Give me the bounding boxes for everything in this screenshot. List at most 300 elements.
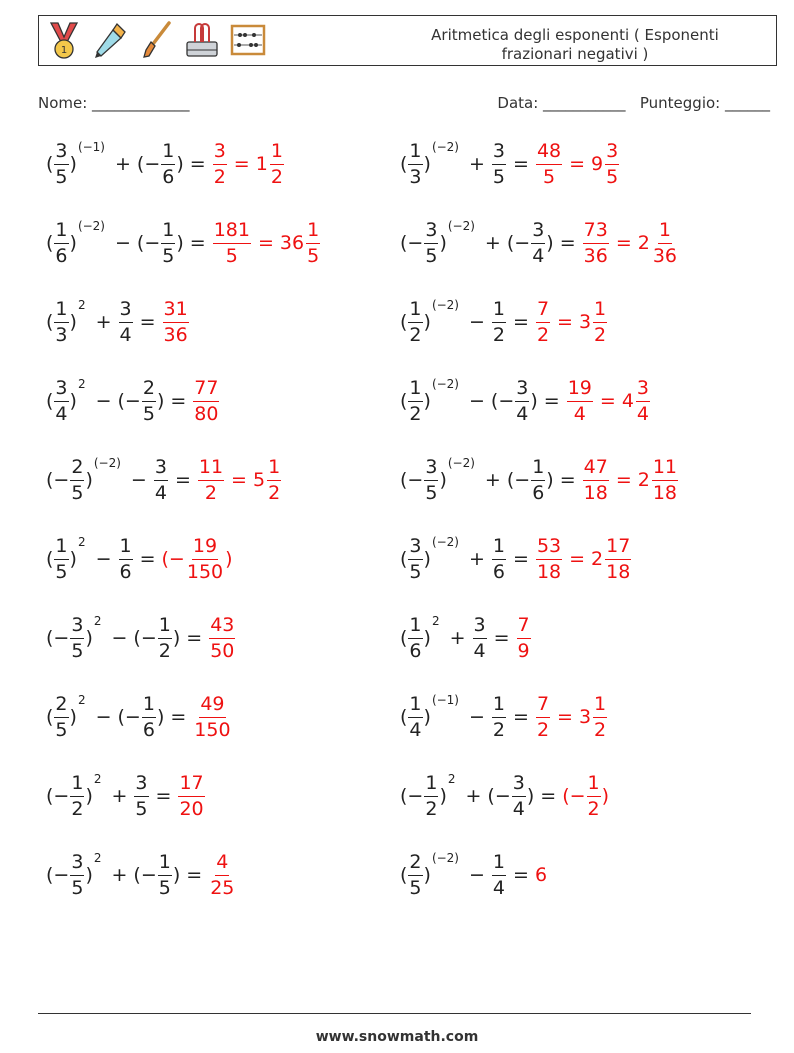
numerator: 3 bbox=[134, 774, 148, 797]
denominator: 18 bbox=[583, 481, 608, 504]
denominator: 2 bbox=[536, 718, 550, 741]
exponent: (−2) bbox=[431, 535, 459, 549]
numerator: 1 bbox=[158, 853, 172, 876]
answer bbox=[212, 139, 285, 188]
denominator: 50 bbox=[210, 639, 235, 662]
numerator: 31 bbox=[163, 300, 189, 323]
exponent: 2 bbox=[93, 614, 102, 628]
operator: − bbox=[469, 864, 485, 886]
fraction bbox=[213, 218, 251, 267]
problem-item bbox=[400, 444, 679, 516]
exponent: (−2) bbox=[431, 298, 459, 312]
exponent: 2 bbox=[77, 693, 86, 707]
worksheet-title: Aritmetica degli esponenti ( Esponenti frazionari negativi ) bbox=[431, 26, 719, 63]
paren: ( bbox=[400, 153, 408, 175]
denominator: 5 bbox=[425, 481, 438, 504]
fraction bbox=[161, 218, 175, 267]
numerator: 1 bbox=[270, 142, 284, 165]
equals-sign: = bbox=[139, 548, 156, 570]
numerator: 3 bbox=[473, 616, 487, 639]
paren: ) bbox=[85, 469, 93, 491]
operator: − bbox=[115, 232, 131, 254]
numerator: 1 bbox=[158, 616, 172, 639]
exponent: (−2) bbox=[447, 219, 475, 233]
problem-item bbox=[46, 128, 285, 200]
numerator: 1 bbox=[658, 221, 672, 244]
fraction bbox=[408, 692, 422, 741]
operator: + bbox=[469, 153, 485, 175]
numerator: 1 bbox=[54, 221, 68, 244]
operator: = bbox=[233, 153, 250, 175]
paren: ) bbox=[546, 232, 554, 254]
paren: ) bbox=[69, 311, 77, 333]
whole-number: 2 bbox=[591, 548, 604, 570]
operator: + bbox=[111, 785, 128, 807]
paren: ) bbox=[176, 232, 184, 254]
paren: (− bbox=[136, 232, 161, 254]
fraction bbox=[587, 771, 601, 820]
problem-item bbox=[46, 760, 206, 832]
denominator: 6 bbox=[119, 560, 132, 583]
fraction bbox=[142, 376, 156, 425]
fraction bbox=[492, 534, 506, 583]
denominator: 4 bbox=[492, 876, 506, 899]
paren: (− bbox=[161, 548, 185, 570]
date-score-labels bbox=[497, 94, 770, 112]
paren: ) bbox=[423, 627, 431, 649]
equals-sign: = bbox=[174, 469, 191, 491]
paren: ( bbox=[400, 390, 408, 412]
paren: ) bbox=[423, 153, 431, 175]
fraction bbox=[70, 771, 84, 820]
problem-item bbox=[46, 681, 233, 753]
numerator: 1 bbox=[306, 221, 320, 244]
equals-sign: = bbox=[543, 390, 560, 412]
fraction bbox=[408, 613, 422, 662]
paren: (− bbox=[400, 469, 424, 491]
answer bbox=[208, 613, 236, 662]
denominator: 4 bbox=[154, 481, 167, 504]
operator: = bbox=[615, 469, 632, 491]
numerator: 1 bbox=[408, 616, 422, 639]
fraction bbox=[213, 139, 227, 188]
denominator: 5 bbox=[606, 165, 619, 188]
denominator: 5 bbox=[425, 244, 438, 267]
equals-sign: = bbox=[559, 232, 576, 254]
exponent: 2 bbox=[93, 772, 102, 786]
exponent: 2 bbox=[431, 614, 440, 628]
denominator: 2 bbox=[268, 481, 281, 504]
whole-number: 3 bbox=[578, 706, 592, 728]
numerator: 11 bbox=[652, 458, 678, 481]
paren: ( bbox=[46, 548, 54, 570]
paren: ( bbox=[400, 706, 408, 728]
denominator: 4 bbox=[409, 718, 422, 741]
denominator: 36 bbox=[652, 244, 678, 267]
paren: ( bbox=[46, 706, 54, 728]
abacus-icon bbox=[229, 20, 267, 60]
equals-sign: = bbox=[139, 311, 156, 333]
numerator: 11 bbox=[198, 458, 224, 481]
fraction bbox=[424, 218, 438, 267]
exponent: (−1) bbox=[77, 140, 105, 154]
paren: ) bbox=[85, 864, 93, 886]
problem-item bbox=[400, 760, 609, 832]
denominator: 4 bbox=[573, 402, 586, 425]
paren: ) bbox=[69, 390, 77, 412]
denominator: 5 bbox=[162, 244, 175, 267]
paren: (− bbox=[490, 390, 515, 412]
fraction bbox=[517, 613, 531, 662]
denominator: 5 bbox=[158, 876, 171, 899]
exponent: (−2) bbox=[431, 140, 459, 154]
denominator: 6 bbox=[142, 718, 155, 741]
denominator: 3 bbox=[409, 165, 422, 188]
answer bbox=[535, 692, 608, 741]
fraction bbox=[193, 376, 219, 425]
denominator: 6 bbox=[492, 560, 506, 583]
operator: − bbox=[469, 390, 485, 412]
operator: = bbox=[557, 706, 573, 728]
denominator: 2 bbox=[409, 323, 422, 346]
answer bbox=[562, 771, 610, 820]
fraction bbox=[198, 455, 224, 504]
equals-sign: = bbox=[186, 864, 203, 886]
name-field-label: Nome: _____________ bbox=[38, 94, 190, 112]
fraction bbox=[593, 297, 607, 346]
worksheet-header bbox=[38, 15, 777, 66]
fraction bbox=[158, 850, 172, 899]
numerator: 1 bbox=[408, 379, 422, 402]
numerator: 1 bbox=[492, 853, 506, 876]
denominator: 5 bbox=[55, 165, 68, 188]
answer bbox=[177, 771, 205, 820]
denominator: 25 bbox=[210, 876, 235, 899]
numerator: 1 bbox=[161, 142, 175, 165]
problem-item bbox=[400, 839, 547, 911]
numerator: 7 bbox=[536, 695, 550, 718]
paren: (− bbox=[562, 785, 586, 807]
paren: ) bbox=[69, 232, 77, 254]
operator: + bbox=[469, 548, 485, 570]
paren: ( bbox=[400, 864, 408, 886]
fraction bbox=[473, 613, 487, 662]
fraction bbox=[605, 534, 631, 583]
denominator: 4 bbox=[55, 402, 68, 425]
fraction bbox=[636, 376, 650, 425]
fraction bbox=[161, 139, 175, 188]
denominator: 2 bbox=[270, 165, 283, 188]
problem-item bbox=[400, 523, 632, 595]
denominator: 5 bbox=[55, 560, 68, 583]
problem-item bbox=[400, 681, 608, 753]
numerator: 3 bbox=[424, 458, 438, 481]
integer-answer: 6 bbox=[534, 864, 548, 886]
numerator: 1 bbox=[161, 221, 175, 244]
fraction bbox=[492, 850, 506, 899]
answer bbox=[566, 376, 651, 425]
paren: ) bbox=[526, 785, 535, 807]
paren: (− bbox=[400, 232, 424, 254]
denominator: 4 bbox=[516, 402, 529, 425]
denominator: 6 bbox=[532, 481, 545, 504]
answer bbox=[535, 297, 608, 346]
fraction bbox=[652, 218, 678, 267]
exponent: (−2) bbox=[447, 456, 475, 470]
numerator: 1 bbox=[408, 695, 422, 718]
fraction bbox=[531, 455, 545, 504]
exponent: (−2) bbox=[431, 377, 459, 391]
denominator: 4 bbox=[119, 323, 132, 346]
problem-item bbox=[400, 365, 651, 437]
numerator: 1 bbox=[408, 300, 422, 323]
operator: = bbox=[231, 469, 247, 491]
denominator: 5 bbox=[409, 876, 422, 899]
numerator: 1 bbox=[424, 774, 438, 797]
numerator: 3 bbox=[636, 379, 650, 402]
numerator: 3 bbox=[154, 458, 168, 481]
fraction bbox=[267, 455, 281, 504]
operator: + bbox=[449, 627, 466, 649]
paren: ( bbox=[46, 232, 54, 254]
numerator: 1 bbox=[531, 458, 545, 481]
fraction bbox=[408, 850, 422, 899]
numerator: 17 bbox=[178, 774, 204, 797]
fraction bbox=[54, 692, 68, 741]
fraction bbox=[531, 218, 545, 267]
date-field-label: Data: ___________ bbox=[497, 94, 626, 112]
denominator: 2 bbox=[204, 481, 217, 504]
numerator: 7 bbox=[517, 616, 531, 639]
numerator: 3 bbox=[515, 379, 529, 402]
denominator: 2 bbox=[409, 402, 422, 425]
fraction bbox=[54, 139, 68, 188]
paren: ( bbox=[400, 627, 408, 649]
denominator: 20 bbox=[179, 797, 204, 820]
operator: − bbox=[95, 548, 112, 570]
problem-item bbox=[400, 602, 532, 674]
medal-icon bbox=[45, 20, 83, 60]
exponent: (−2) bbox=[77, 219, 105, 233]
numerator: 73 bbox=[583, 221, 609, 244]
fraction bbox=[70, 455, 84, 504]
paren: ( bbox=[46, 311, 54, 333]
operator: = bbox=[569, 548, 586, 570]
svg-text:1: 1 bbox=[60, 45, 68, 56]
operator: + bbox=[95, 311, 112, 333]
problem-item bbox=[46, 286, 190, 358]
exponent: 2 bbox=[93, 851, 102, 865]
exponent: (−2) bbox=[93, 456, 121, 470]
denominator: 5 bbox=[71, 639, 84, 662]
denominator: 150 bbox=[194, 718, 231, 741]
whole-number: 9 bbox=[591, 153, 604, 175]
fraction bbox=[408, 139, 422, 188]
operator: = bbox=[557, 311, 573, 333]
header-icons bbox=[45, 20, 267, 60]
fraction bbox=[54, 534, 68, 583]
numerator: 3 bbox=[54, 379, 68, 402]
numerator: 49 bbox=[199, 695, 225, 718]
fraction bbox=[408, 376, 422, 425]
answer bbox=[197, 455, 282, 504]
fraction bbox=[593, 692, 607, 741]
denominator: 2 bbox=[594, 323, 607, 346]
paren: ) bbox=[172, 627, 181, 649]
equals-sign: = bbox=[513, 548, 529, 570]
paren: ( bbox=[400, 311, 408, 333]
operator: − bbox=[111, 627, 128, 649]
numerator: 1 bbox=[119, 537, 133, 560]
paren: ) bbox=[156, 706, 165, 728]
fraction bbox=[583, 218, 609, 267]
denominator: 36 bbox=[583, 244, 608, 267]
numerator: 7 bbox=[536, 300, 550, 323]
paren: (− bbox=[46, 627, 70, 649]
paren: (− bbox=[133, 864, 157, 886]
denominator: 5 bbox=[409, 560, 422, 583]
binder-clip-icon bbox=[183, 20, 221, 60]
highlighter-icon bbox=[91, 20, 129, 60]
paren: (− bbox=[136, 153, 161, 175]
exponent: 2 bbox=[77, 535, 86, 549]
answer bbox=[161, 534, 233, 583]
numerator: 2 bbox=[142, 379, 156, 402]
fraction bbox=[408, 297, 422, 346]
exponent: 2 bbox=[77, 298, 86, 312]
operator: = bbox=[257, 232, 274, 254]
fraction bbox=[567, 376, 593, 425]
numerator: 3 bbox=[408, 537, 422, 560]
denominator: 5 bbox=[492, 165, 506, 188]
fraction bbox=[142, 692, 156, 741]
answer bbox=[535, 534, 632, 583]
problem-item bbox=[46, 523, 233, 595]
answer bbox=[192, 692, 232, 741]
paren: ) bbox=[439, 232, 447, 254]
fraction bbox=[134, 771, 148, 820]
whole-number: 2 bbox=[637, 232, 650, 254]
denominator: 18 bbox=[606, 560, 631, 583]
numerator: 3 bbox=[213, 142, 227, 165]
paren: ) bbox=[423, 311, 431, 333]
paren: ) bbox=[439, 469, 447, 491]
fraction bbox=[492, 139, 506, 188]
denominator: 5 bbox=[225, 244, 238, 267]
numerator: 1 bbox=[492, 537, 506, 560]
fraction bbox=[270, 139, 284, 188]
problem-item bbox=[46, 602, 236, 674]
numerator: 17 bbox=[605, 537, 631, 560]
paren: (− bbox=[487, 785, 511, 807]
denominator: 4 bbox=[473, 639, 486, 662]
paren: ) bbox=[530, 390, 538, 412]
denominator: 2 bbox=[587, 797, 600, 820]
denominator: 4 bbox=[532, 244, 545, 267]
fraction bbox=[408, 534, 422, 583]
fraction bbox=[193, 692, 231, 741]
fraction bbox=[209, 850, 235, 899]
denominator: 2 bbox=[213, 165, 226, 188]
numerator: 2 bbox=[54, 695, 68, 718]
paren: ) bbox=[423, 864, 431, 886]
fraction bbox=[605, 139, 619, 188]
denominator: 18 bbox=[652, 481, 678, 504]
paren: (− bbox=[46, 469, 70, 491]
fraction bbox=[186, 534, 224, 583]
equals-sign: = bbox=[513, 153, 529, 175]
paren: (− bbox=[400, 785, 424, 807]
denominator: 5 bbox=[71, 876, 84, 899]
operator: − bbox=[95, 706, 112, 728]
answer bbox=[516, 613, 532, 662]
fraction bbox=[306, 218, 320, 267]
paren: ) bbox=[225, 548, 233, 570]
answer bbox=[212, 218, 321, 267]
problem-item bbox=[46, 365, 220, 437]
whole-number: 2 bbox=[637, 469, 650, 491]
fraction bbox=[515, 376, 529, 425]
paren: ) bbox=[85, 627, 93, 649]
numerator: 2 bbox=[70, 458, 84, 481]
exponent: 2 bbox=[447, 772, 456, 786]
denominator: 5 bbox=[71, 481, 84, 504]
equals-sign: = bbox=[493, 627, 510, 649]
answer bbox=[208, 850, 236, 899]
operator: + bbox=[465, 785, 482, 807]
equals-sign: = bbox=[513, 311, 529, 333]
paren: ) bbox=[546, 469, 554, 491]
footer-url: www.snowmath.com bbox=[315, 1029, 479, 1045]
numerator: 19 bbox=[567, 379, 593, 402]
denominator: 2 bbox=[536, 323, 550, 346]
fraction bbox=[54, 376, 68, 425]
denominator: 9 bbox=[517, 639, 530, 662]
paren: ) bbox=[176, 153, 184, 175]
paren: ) bbox=[172, 864, 181, 886]
numerator: 53 bbox=[536, 537, 562, 560]
answer bbox=[535, 864, 547, 886]
denominator: 2 bbox=[594, 718, 607, 741]
numerator: 1 bbox=[587, 774, 601, 797]
problem-item bbox=[400, 207, 679, 279]
numerator: 4 bbox=[215, 853, 229, 876]
paren: ) bbox=[423, 390, 431, 412]
score-field-label: Punteggio: ______ bbox=[639, 94, 770, 112]
denominator: 5 bbox=[135, 797, 148, 820]
paren: (− bbox=[117, 706, 141, 728]
exponent: (−1) bbox=[431, 693, 459, 707]
fraction bbox=[492, 692, 506, 741]
problem-item bbox=[46, 207, 321, 279]
equals-sign: = bbox=[186, 627, 203, 649]
paintbrush-icon bbox=[137, 20, 175, 60]
operator: = bbox=[569, 153, 586, 175]
numerator: 3 bbox=[492, 142, 506, 165]
numerator: 1 bbox=[54, 300, 68, 323]
fraction bbox=[119, 534, 133, 583]
paren: ( bbox=[46, 390, 54, 412]
whole-number: 4 bbox=[621, 390, 634, 412]
equals-sign: = bbox=[513, 706, 529, 728]
fraction bbox=[652, 455, 678, 504]
operator: + bbox=[111, 864, 128, 886]
numerator: 3 bbox=[605, 142, 619, 165]
whole-number: 5 bbox=[252, 469, 266, 491]
numerator: 3 bbox=[531, 221, 545, 244]
fraction bbox=[70, 613, 84, 662]
fraction bbox=[536, 692, 550, 741]
